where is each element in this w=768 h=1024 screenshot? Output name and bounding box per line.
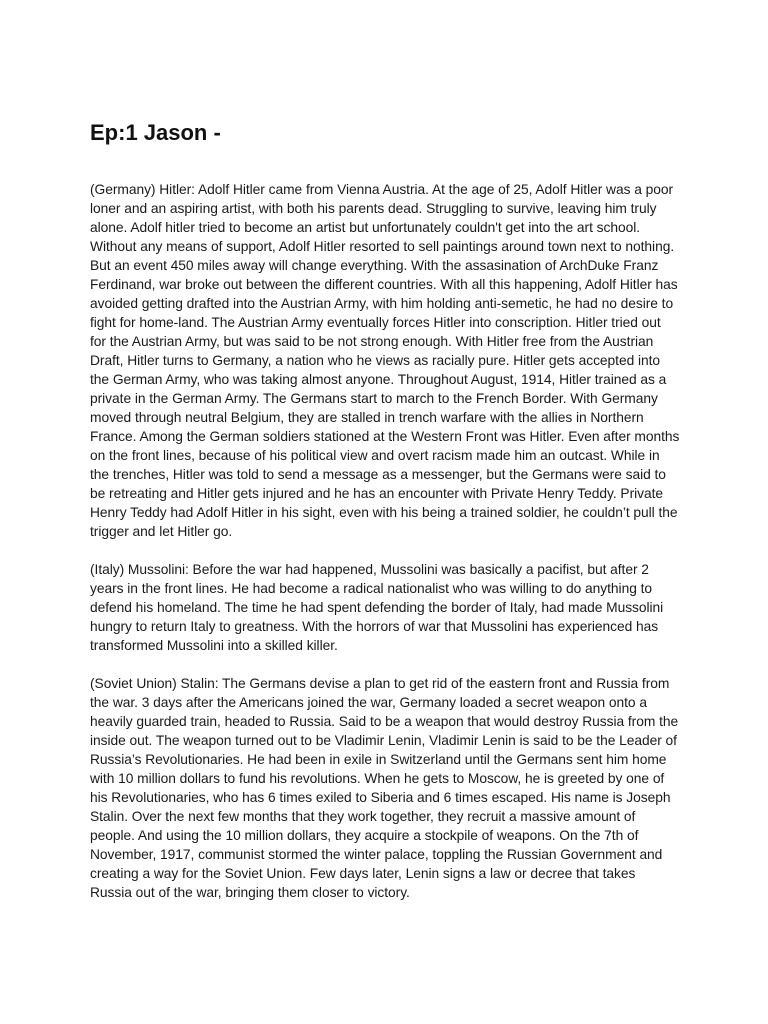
page-title: Ep:1 Jason - [90, 120, 221, 145]
paragraph-germany-hitler: (Germany) Hitler: Adolf Hitler came from Vienna Austria. At the age of 25, Adolf Hitler was a poor loner and an aspiring artist, with both his parents dead. Struggling to survive, leaving him truly alone. Adolf hitler tried to become an artist but unfortunately couldn't get into the art school. Without any means of support, Adolf Hitler resorted to sell paintings around town next to nothing. But an event 450 miles away will change everything. With the assasination of ArchDuke Franz Ferdinand, war broke out between the different countries. With all this happening, Adolf Hitler has avoided getting drafted into the Austrian Army, with him holding anti-semetic, he had no desire to fight for home-land. The Austrian Army eventually forces Hitler into conscription. Hitler tried out for the Austrian Army, but was said to be not strong enough. With Hitler free from the Austrian Draft, Hitler turns to Germany, a nation who he views as racially pure. Hitler gets accepted into the German Army, who was taking almost anyone. Throughout August, 1914, Hitler trained as a private in the German Army. The Germans start to march to the French Border. With Germany moved through neutral Belgium, they are stalled in trench warfare with the allies in Northern France. Among the German soldiers stationed at the Western Front was Hitler. Even after months on the front lines, because of his political view and overt racism made him an outcast. While in the trenches, Hitler was told to send a message as a messenger, but the Germans were said to be retreating and Hitler gets injured and he has an encounter with Private Henry Teddy. Private Henry Teddy had Adolf Hitler in his sight, even with his being a trained soldier, he couldn’t pull the trigger and let Hitler go. [90, 182, 680, 539]
paragraph-soviet-union-stalin: (Soviet Union) Stalin: The Germans devise a plan to get rid of the eastern front and Russia from the war. 3 days after the Americans joined the war, Germany loaded a secret weapon onto a heavily guarded train, headed to Russia. Said to be a weapon that would destroy Russia from the inside out. The weapon turned out to be Vladimir Lenin, Vladimir Lenin is said to be the Leader of Russia’s Revolutionaries. He had been in exile in Switzerland until the Germans sent him home with 10 million dollars to fund his revolutions. When he gets to Moscow, he is greeted by one of his Revolutionaries, who has 6 times exiled to Siberia and 6 times escaped. His name is Joseph Stalin. Over the next few months that they work together, they recruit a massive amount of people. And using the 10 million dollars, they acquire a stockpile of weapons. On the 7th of November, 1917, communist stormed the winter palace, toppling the Russian Government and creating a way for the Soviet Union. Few days later, Lenin signs a law or decree that takes Russia out of the war, bringing them closer to victory. [90, 676, 679, 900]
paragraph-italy-mussolini: (Italy) Mussolini: Before the war had happened, Mussolini was basically a pacifist, but after 2 years in the front lines. He had become a radical nationalist who was willing to do anything to defend his homeland. The time he had spent defending the border of Italy, had made Mussolini hungry to return Italy to greatness. With the horrors of war that Mussolini has experienced has transformed Mussolini into a skilled killer. [90, 562, 664, 653]
document-body [90, 180, 680, 902]
